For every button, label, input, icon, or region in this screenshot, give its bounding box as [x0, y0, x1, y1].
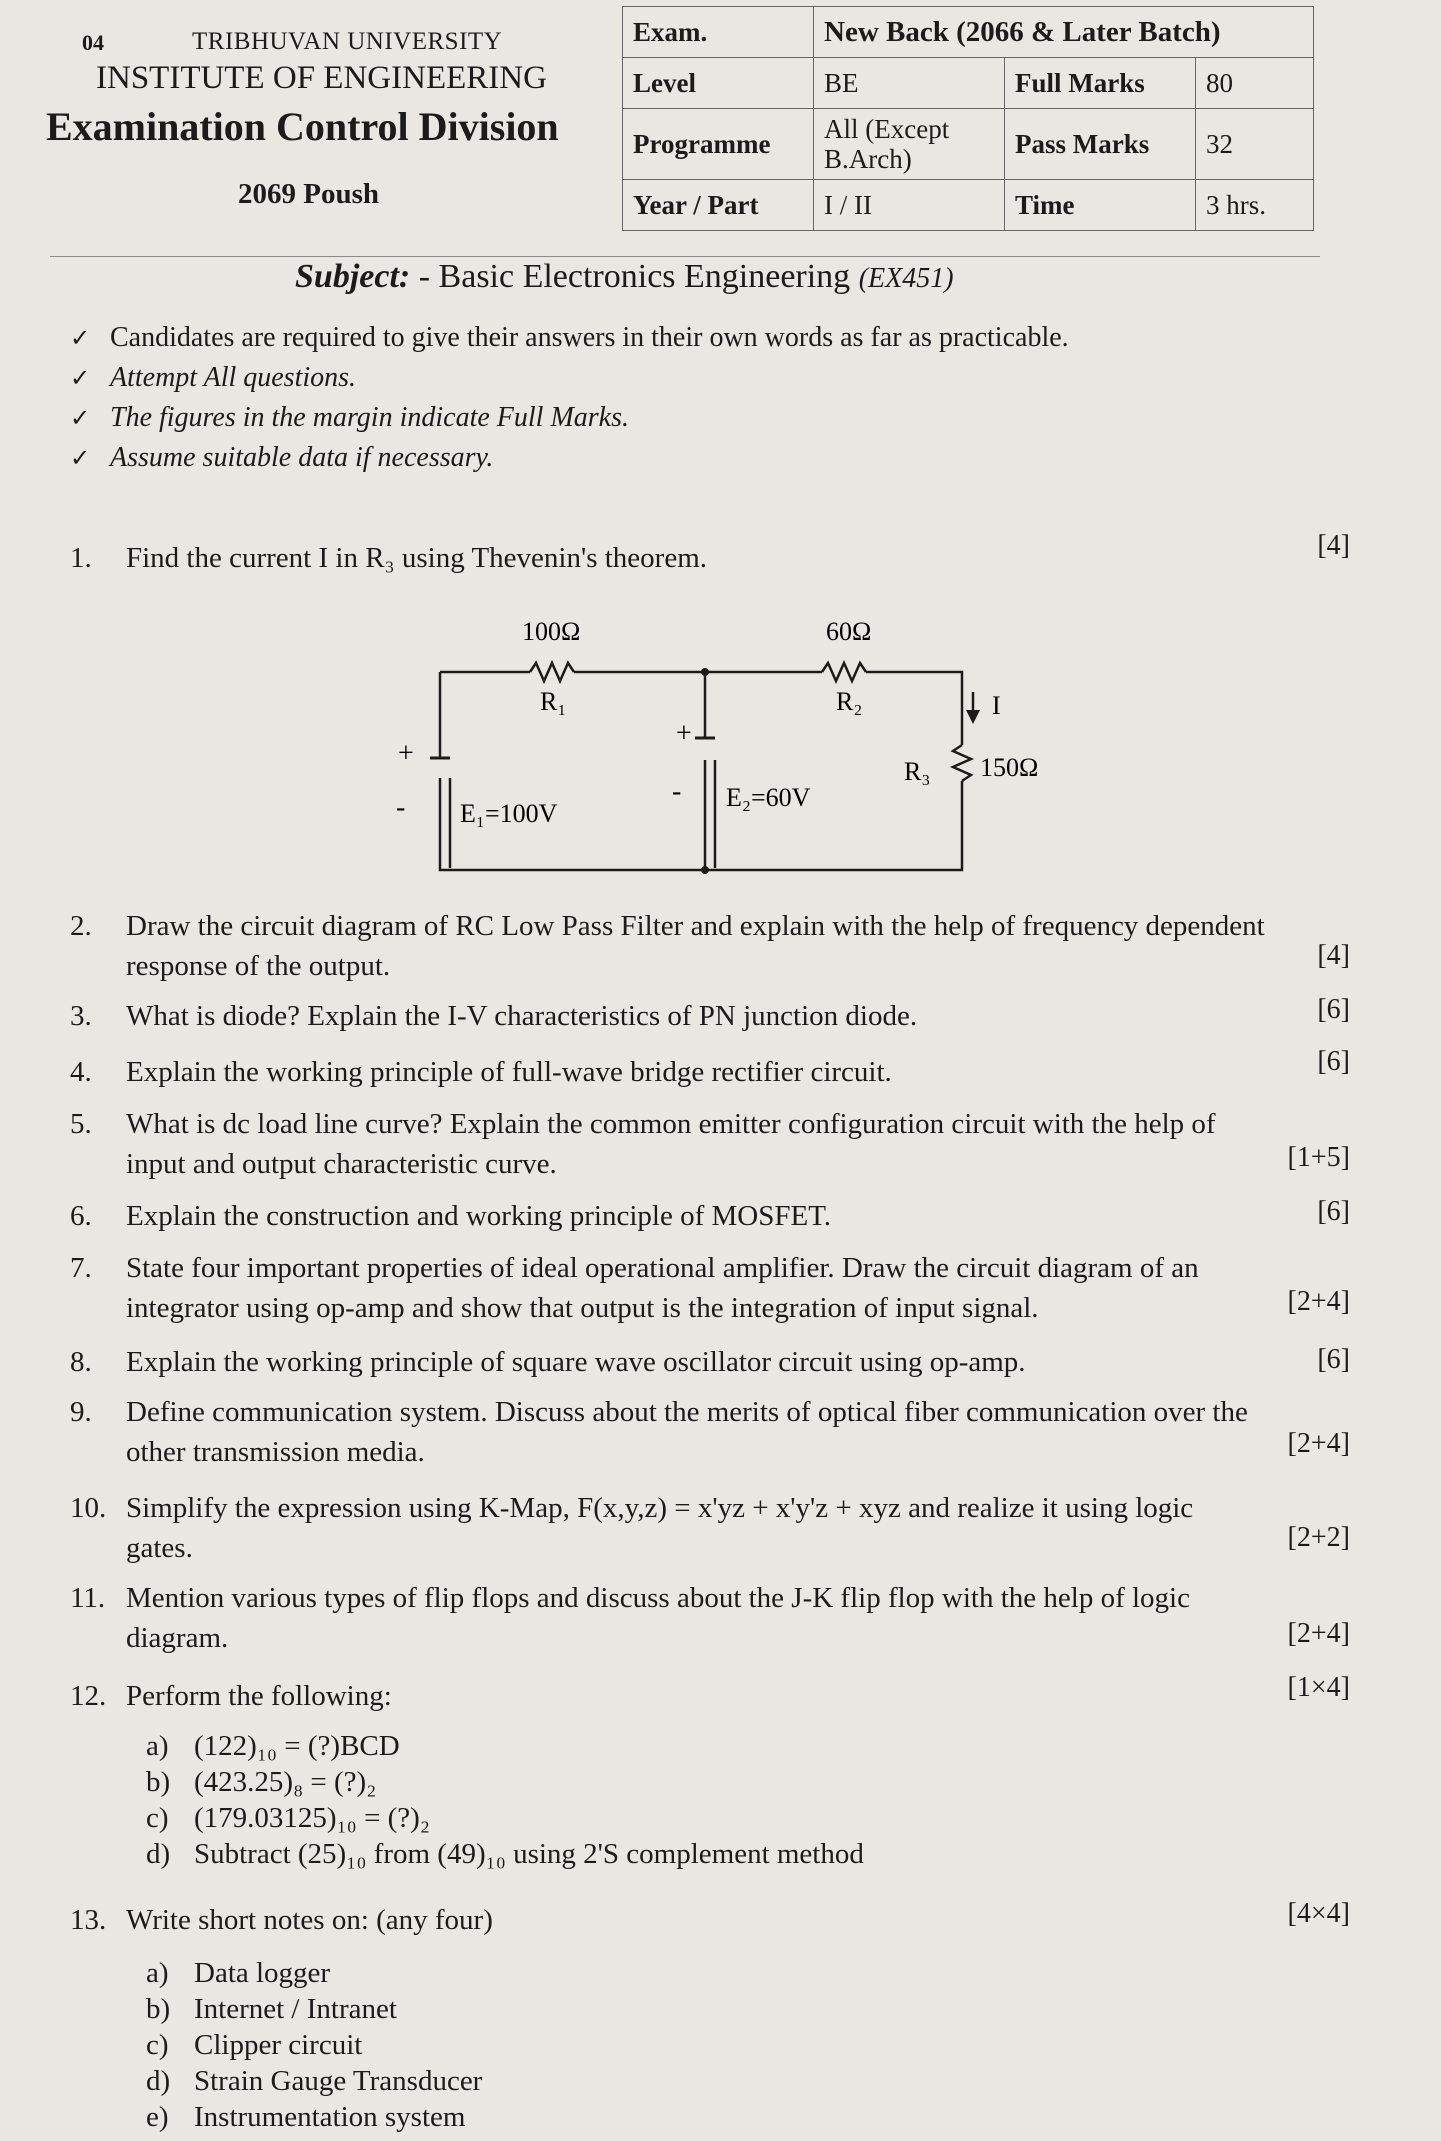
question-marks: [6]: [1317, 994, 1350, 1025]
full-marks-label: Full Marks: [1005, 58, 1196, 109]
r2-name-label: R₂: [836, 687, 863, 716]
junction-dot-bottom: [701, 866, 709, 874]
item-text: Instrumentation system: [194, 2101, 466, 2133]
question-number: 8.: [70, 1346, 92, 1378]
subject-name: Basic Electronics Engineering: [438, 258, 851, 295]
question-text: Simplify the expression using K-Map, F(x,y,z) = x'yz + x'y'z + xyz and realize it using logic gates.: [126, 1492, 1194, 1564]
e2-plus-sign: +: [676, 718, 692, 749]
exam-date: 2069 Poush: [238, 178, 380, 210]
checkmark-icon: ✓: [70, 324, 91, 352]
question-number: 2.: [70, 910, 92, 942]
r1-name-label: R₁: [540, 687, 567, 716]
e1-plus-sign: +: [398, 738, 414, 769]
list-item: [146, 1991, 482, 2027]
e1-minus-sign: -: [396, 792, 406, 823]
r2-resistor: [822, 663, 866, 681]
exam-label: Exam.: [623, 7, 814, 58]
exam-value: New Back (2066 & Later Batch): [814, 7, 1314, 58]
subject-label: Subject:: [295, 258, 411, 295]
question-marks: [2+4]: [1287, 1618, 1350, 1649]
item-text: (423.25)₈ = (?)₂: [194, 1766, 377, 1798]
item-letter: a): [146, 1730, 169, 1762]
list-item: [146, 2027, 482, 2063]
question-13: [70, 1900, 1350, 1940]
instruction-text: Assume suitable data if necessary.: [110, 442, 494, 473]
list-item: [146, 1836, 864, 1872]
instructions-list: [70, 318, 1069, 478]
checkmark-icon: ✓: [70, 404, 91, 432]
question-10: [70, 1488, 1350, 1568]
programme-value: All (Except B.Arch): [814, 109, 1005, 180]
r2-value-label: 60Ω: [826, 617, 872, 646]
question-marks: [4]: [1317, 940, 1350, 971]
question-marks: [4]: [1317, 530, 1350, 561]
question-marks: [2+4]: [1287, 1428, 1350, 1459]
question-number: 1.: [70, 542, 92, 574]
list-item: [146, 1955, 482, 1991]
question-text: Draw the circuit diagram of RC Low Pass Filter and explain with the help of frequency dependent response of the output.: [126, 910, 1265, 982]
page-number: 04: [82, 30, 104, 55]
subject-code: (EX451): [858, 263, 954, 294]
item-letter: d): [146, 2065, 171, 2097]
question-number: 3.: [70, 1000, 92, 1032]
question-4: [70, 1046, 1350, 1092]
question-marks: [6]: [1317, 1046, 1350, 1077]
q12-parts-list: [146, 1728, 864, 1872]
r3-name-label: R₃: [904, 757, 931, 786]
question-text: Find the current I in R₃ using Thevenin's theorem.: [126, 542, 708, 574]
question-text: Mention various types of flip flops and discuss about the J-K flip flop with the help of logic diagram.: [126, 1582, 1190, 1654]
r3-value-label: 150Ω: [980, 753, 1039, 782]
year-label: Year / Part: [623, 180, 814, 231]
question-number: 10.: [70, 1492, 107, 1524]
instruction-item: [70, 398, 1069, 438]
r1-resistor: [530, 663, 574, 681]
question-text: State four important properties of ideal operational amplifier. Draw the circuit diagram of an integrator using op-amp and show that output is the integration of input signal.: [126, 1252, 1199, 1324]
university-name: TRIBHUVAN UNIVERSITY: [192, 28, 503, 55]
item-letter: c): [146, 1802, 169, 1834]
list-item: [146, 1764, 864, 1800]
question-7: [70, 1248, 1350, 1328]
question-6: [70, 1196, 1350, 1236]
exam-info-table: [622, 6, 1314, 231]
question-9: [70, 1392, 1350, 1472]
question-8: [70, 1342, 1350, 1382]
e2-minus-sign: -: [672, 776, 682, 807]
item-text: Clipper circuit: [194, 2029, 363, 2061]
question-text: Perform the following:: [126, 1680, 392, 1712]
item-text: Strain Gauge Transducer: [194, 2065, 483, 2097]
instruction-text: Attempt All questions.: [110, 362, 357, 393]
question-marks: [1+5]: [1287, 1142, 1350, 1173]
time-value: 3 hrs.: [1196, 180, 1314, 231]
question-number: 11.: [70, 1582, 106, 1614]
r3-resistor: [953, 745, 971, 781]
question-number: 5.: [70, 1108, 92, 1140]
q13-parts-list: [146, 1955, 482, 2135]
question-number: 7.: [70, 1252, 92, 1284]
question-marks: [6]: [1317, 1344, 1350, 1375]
question-3: [70, 996, 1350, 1036]
question-text: Explain the construction and working principle of MOSFET.: [126, 1200, 832, 1232]
question-text: What is dc load line curve? Explain the common emitter configuration circuit with the help of input and output characteristic curve.: [126, 1108, 1216, 1180]
item-text: Subtract (25)₁₀ from (49)₁₀ using 2'S complement method: [194, 1838, 864, 1870]
question-number: 4.: [70, 1056, 92, 1088]
question-1: [70, 530, 1350, 578]
question-text: What is diode? Explain the I-V characteristics of PN junction diode.: [126, 1000, 918, 1032]
item-letter: b): [146, 1766, 171, 1798]
instruction-text: The figures in the margin indicate Full Marks.: [110, 402, 629, 433]
programme-label: Programme: [623, 109, 814, 180]
item-text: (179.03125)₁₀ = (?)₂: [194, 1802, 430, 1834]
year-value: I / II: [814, 180, 1005, 231]
question-marks: [2+2]: [1287, 1522, 1350, 1553]
question-text: Explain the working principle of square wave oscillator circuit using op-amp.: [126, 1346, 1026, 1378]
list-item: [146, 1800, 864, 1836]
division-name: Examination Control Division: [46, 104, 559, 149]
e1-label: E₁=100V: [460, 799, 558, 828]
current-arrow-icon: [966, 710, 980, 724]
question-2: [70, 906, 1350, 986]
time-label: Time: [1005, 180, 1196, 231]
question-marks: [1×4]: [1287, 1672, 1350, 1703]
header-divider: [50, 256, 1320, 257]
question-number: 9.: [70, 1396, 92, 1428]
question-5: [70, 1104, 1350, 1184]
level-value: BE: [814, 58, 1005, 109]
checkmark-icon: ✓: [70, 444, 91, 472]
pass-marks-label: Pass Marks: [1005, 109, 1196, 180]
junction-dot-top: [701, 668, 709, 676]
e2-label: E₂=60V: [726, 783, 811, 812]
list-item: [146, 1728, 864, 1764]
full-marks-value: 80: [1196, 58, 1314, 109]
item-letter: e): [146, 2101, 169, 2133]
item-text: Data logger: [194, 1957, 331, 1989]
question-text: Define communication system. Discuss about the merits of optical fiber communication over the other transmission media.: [126, 1396, 1248, 1468]
r1-value-label: 100Ω: [522, 617, 581, 646]
instruction-text: Candidates are required to give their answers in their own words as far as practicable.: [110, 322, 1069, 353]
institute-name: INSTITUTE OF ENGINEERING: [96, 60, 547, 96]
item-letter: d): [146, 1838, 171, 1870]
question-marks: [6]: [1317, 1196, 1350, 1227]
subject-line: [295, 258, 954, 296]
question-marks: [2+4]: [1287, 1286, 1350, 1317]
instruction-item: [70, 358, 1069, 398]
question-number: 12.: [70, 1680, 107, 1712]
question-12: [70, 1672, 1350, 1716]
level-label: Level: [623, 58, 814, 109]
pass-marks-value: 32: [1196, 109, 1314, 180]
list-item: [146, 2063, 482, 2099]
list-item: [146, 2099, 482, 2135]
item-letter: c): [146, 2029, 169, 2061]
question-marks: [4×4]: [1287, 1898, 1350, 1929]
question-text: Explain the working principle of full-wave bridge rectifier circuit.: [126, 1056, 892, 1088]
question-11: [70, 1578, 1350, 1658]
item-text: (122)₁₀ = (?)BCD: [194, 1730, 400, 1762]
item-letter: b): [146, 1993, 171, 2025]
checkmark-icon: ✓: [70, 364, 91, 392]
instruction-item: [70, 318, 1069, 358]
current-label: I: [992, 691, 1001, 720]
instruction-item: [70, 438, 1069, 478]
question-number: 13.: [70, 1904, 107, 1936]
subject-dash: -: [418, 258, 431, 295]
item-text: Internet / Intranet: [194, 1993, 397, 2025]
question-text: Write short notes on: (any four): [126, 1904, 493, 1936]
question-number: 6.: [70, 1200, 92, 1232]
thevenin-circuit-diagram: [380, 610, 1039, 900]
item-letter: a): [146, 1957, 169, 1989]
